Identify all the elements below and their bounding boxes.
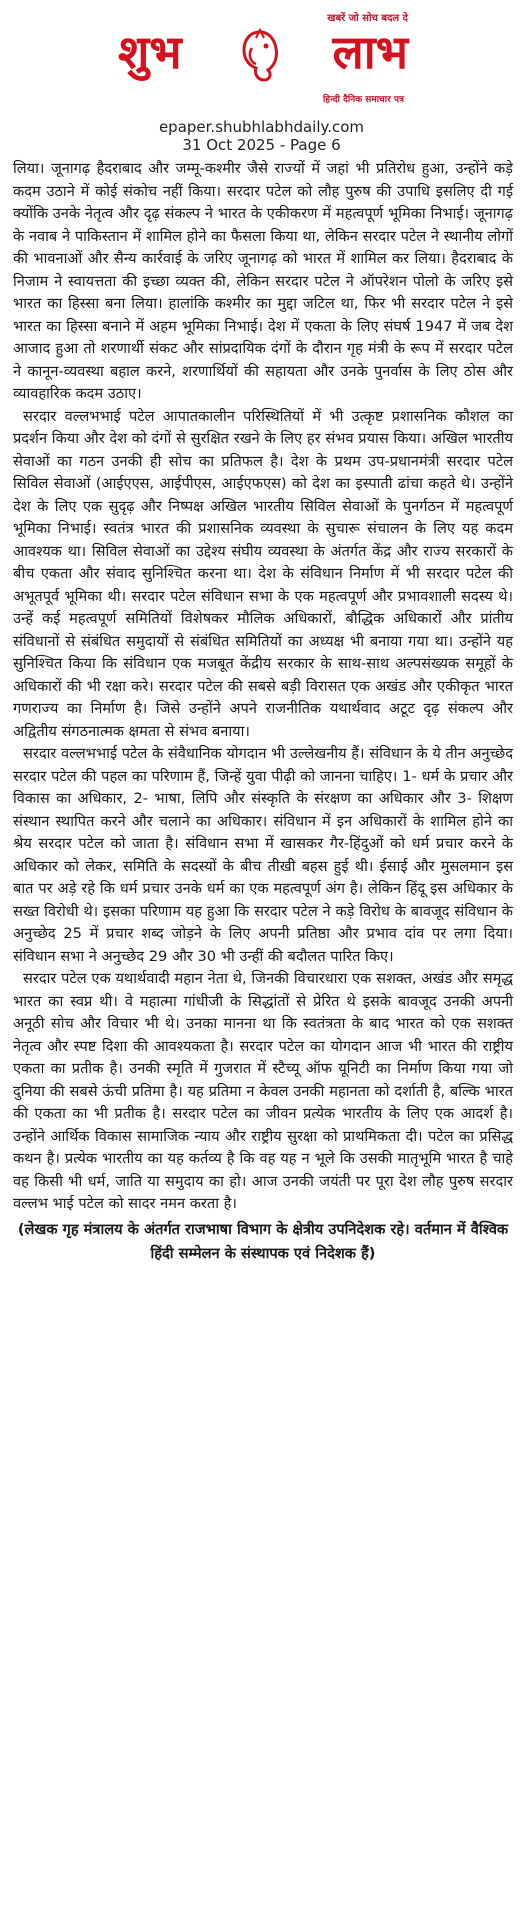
article-paragraph-4: सरदार पटेल एक यथार्थवादी महान नेता थे, जिनकी विचारधारा एक सशक्त, अखंड और समृद्ध भारत का स्वप्न थी। वे महात्मा गांधीजी के सिद्धांतों से प्रेरित थे इसके बावजूद उनकी अपनी अनूठी सोच और विचार भी थे। उनका मानना था कि स्वतंत्रता के बाद भारत को एक सशक्त नेतृत्व और स्पष्ट दिशा की आवश्यकता है। सरदार पटेल का योगदान आज भी भारत की राष्ट्रीय एकता का प्रतीक है। उनकी स्मृति में गुजरात में स्टैच्यू ऑफ यूनिटी का निर्माण किया गया जो दुनिया की सबसे ऊंची प्रतिमा है। यह प्रतिमा न केवल उनकी महानता को दर्शाती है, बल्कि भारत की एकता का भी प्रतीक है। सरदार पटेल का जीवन प्रत्येक भारतीय के लिए एक आदर्श है। उन्होंने आर्थिक विकास सामाजिक न्याय और राष्ट्रीय सुरक्षा को प्राथमिकता दी। पटेल का प्रसिद्ध कथन है। प्रत्येक भारतीय का यह कर्तव्य है कि वह यह न भूले कि उसकी मातृभूमि भारत है चाहे वह किसी भी धर्म, जाति या समुदाय का हो। आज उनकी जयंती पर पूरा देश लौह पुरुष सरदार वल्लभ भाई पटेल को सादर नमन करता है। [13, 970, 513, 1212]
article-paragraph-2: सरदार वल्लभभाई पटेल आपातकालीन परिस्थितियों में भी उत्कृष्ट प्रशासनिक कौशल का प्रदर्शन किया और देश को दंगों से सुरक्षित रखने के लिए हर संभव प्रयास किया। अखिल भारतीय सेवाओं का गठन उनकी ही सोच का प्रतिफल है। देश के प्रथम उप-प्रधानमंत्री सरदार पटेल सिविल सेवाओं (आईएएस, आईपीएस, आईएफएस) को देश का इस्पाती ढांचा कहते थे। उन्होंने देश के लिए एक सुदृढ़ और निष्पक्ष अखिल भारतीय सिविल सेवाओं के पुनर्गठन में महत्वपूर्ण भूमिका निभाई। स्वतंत्र भारत की प्रशासनिक व्यवस्था के सुचारू संचालन के लिए यह कदम आवश्यक था। सिविल सेवाओं का उद्देश्य संघीय व्यवस्था के अंतर्गत केंद्र और राज्य सरकारों के बीच एकता और संवाद सुनिश्चित करना था। देश के संविधान निर्माण में भी सरदार पटेल की अभूतपूर्व भूमिका थी। सरदार पटेल संविधान सभा के एक महत्वपूर्ण और प्रभावशाली सदस्य थे। उन्हें कई महत्वपूर्ण समितियों विशेषकर मौलिक अधिकारों, बौद्धिक अधिकारों और प्रांतीय संविधानों से संबंधित समुदायों से संबंधित समितियों का अध्यक्ष भी बनाया गया था। उन्होंने यह सुनिश्चित किया कि संविधान एक मजबूत केंद्रीय सरकार के साथ-साथ अल्पसंख्यक समूहों के अधिकारों की भी रक्षा करे। सरदार पटेल की सबसे बड़ी विरासत एक अखंड और एकीकृत भारत गणराज्य का निर्माण है। जिसे उन्होंने अपने राजनीतिक यथार्थवाद अटूट दृढ़ संकल्प और अद्वितीय संगठनात्मक क्षमता से संभव बनाया। [13, 407, 513, 740]
logo-subtitle: हिन्दी दैनिक समाचार पत्र [322, 95, 404, 105]
article-paragraph-1: लिया। जूनागढ़ हैदराबाद और जम्मू-कश्मीर जैसे राज्यों में जहां भी प्रतिरोध हुआ, उन्होंने कड़े कदम उठाने में कोई संकोच नहीं किया। सरदार पटेल को लौह पुरुष की उपाधि इसलिए दी गई क्योंकि उनके नेतृत्व और दृढ़ संकल्प ने भारत के एकीकरण में महत्वपूर्ण भूमिका निभाई। जूनागढ़ के नवाब ने पाकिस्तान में शामिल होने का फैसला किया था, लेकिन सरदार पटेल ने स्थानीय लोगों की भावनाओं और सैन्य कार्रवाई के जरिए जूनागढ़ को भारत में शामिल कर लिया। हैदराबाद के निजाम ने स्वायत्तता की इच्छा व्यक्त की, लेकिन सरदार पटेल ने ऑपरेशन पोलो के जरिए इसे भारत का हिस्सा बना लिया। हालांकि कश्मीर का मुद्दा जटिल था, फिर भी सरदार पटेल ने इसे भारत का हिस्सा बनाने में अहम भूमिका निभाई। देश में एकता के लिए संघर्ष 1947 में जब देश आजाद हुआ तो शरणार्थी संकट और सांप्रदायिक दंगों के दौरान गृह मंत्री के रूप में सरदार पटेल ने कानून-व्यवस्था बहाल करने, शरणार्थियों की सहायता और उनके पुनर्वास के लिए ठोस और व्यावहारिक कदम उठाए। [13, 160, 513, 402]
edition-date-page: 31 Oct 2025 - Page 6 [182, 136, 341, 154]
author-note: (लेखक गृह मंत्रालय के अंतर्गत राजभाषा विभाग के क्षेत्रीय उपनिदेशक रहे। वर्तमान में वैश्विक हिंदी सम्मेलन के संस्थापक एवं निदेशक हैं) [17, 1220, 509, 1262]
logo-word-labh: लाभ [332, 25, 408, 79]
logo-tagline: खबरें जो सोच बदल दे [327, 13, 408, 24]
logo-word-shubh: शुभ [118, 25, 182, 79]
masthead [0, 0, 523, 154]
article-body [13, 158, 513, 1266]
ganesha-icon [236, 28, 284, 84]
epaper-url[interactable]: epaper.shubhlabhdaily.com [158, 118, 365, 136]
article-paragraph-3: सरदार वल्लभभाई पटेल के संवैधानिक योगदान भी उल्लेखनीय हैं। संविधान के ये तीन अनुच्छेद सरदार पटेल की पहल का परिणाम हैं, जिन्हें युवा पीढ़ी को जानना चाहिए। 1- धर्म के प्रचार और विकास का अधिकार, 2- भाषा, लिपि और संस्कृति के संरक्षण का अधिकार और 3- शिक्षण संस्थान स्थापित करने और चलाने का अधिकार। संविधान में इन अधिकारों के शामिल होने का श्रेय सरदार पटेल को जाता है। संविधान सभा में खासकर गैर-हिंदुओं को धर्म प्रचार करने के अधिकार को लेकर, समिति के सदस्यों के बीच तीखी बहस हुई थी। ईसाई और मुसलमान इस बात पर अड़े रहे कि धर्म प्रचार उनके धर्म का एक महत्वपूर्ण अंग है। लेकिन हिंदू इस अधिकार के सख्त विरोधी थे। इसका परिणाम यह हुआ कि सरदार पटेल ने कड़े विरोध के बावजूद संविधान के अनुच्छेद 25 में प्रचार शब्द जोड़ने के लिए अपनी प्रतिष्ठा और प्रभाव दांव पर लगा दिया। संविधान सभा ने अनुच्छेद 29 और 30 भी उन्हीं की बदौलत पारित किए। [13, 745, 513, 965]
newspaper-logo[interactable] [118, 6, 408, 106]
